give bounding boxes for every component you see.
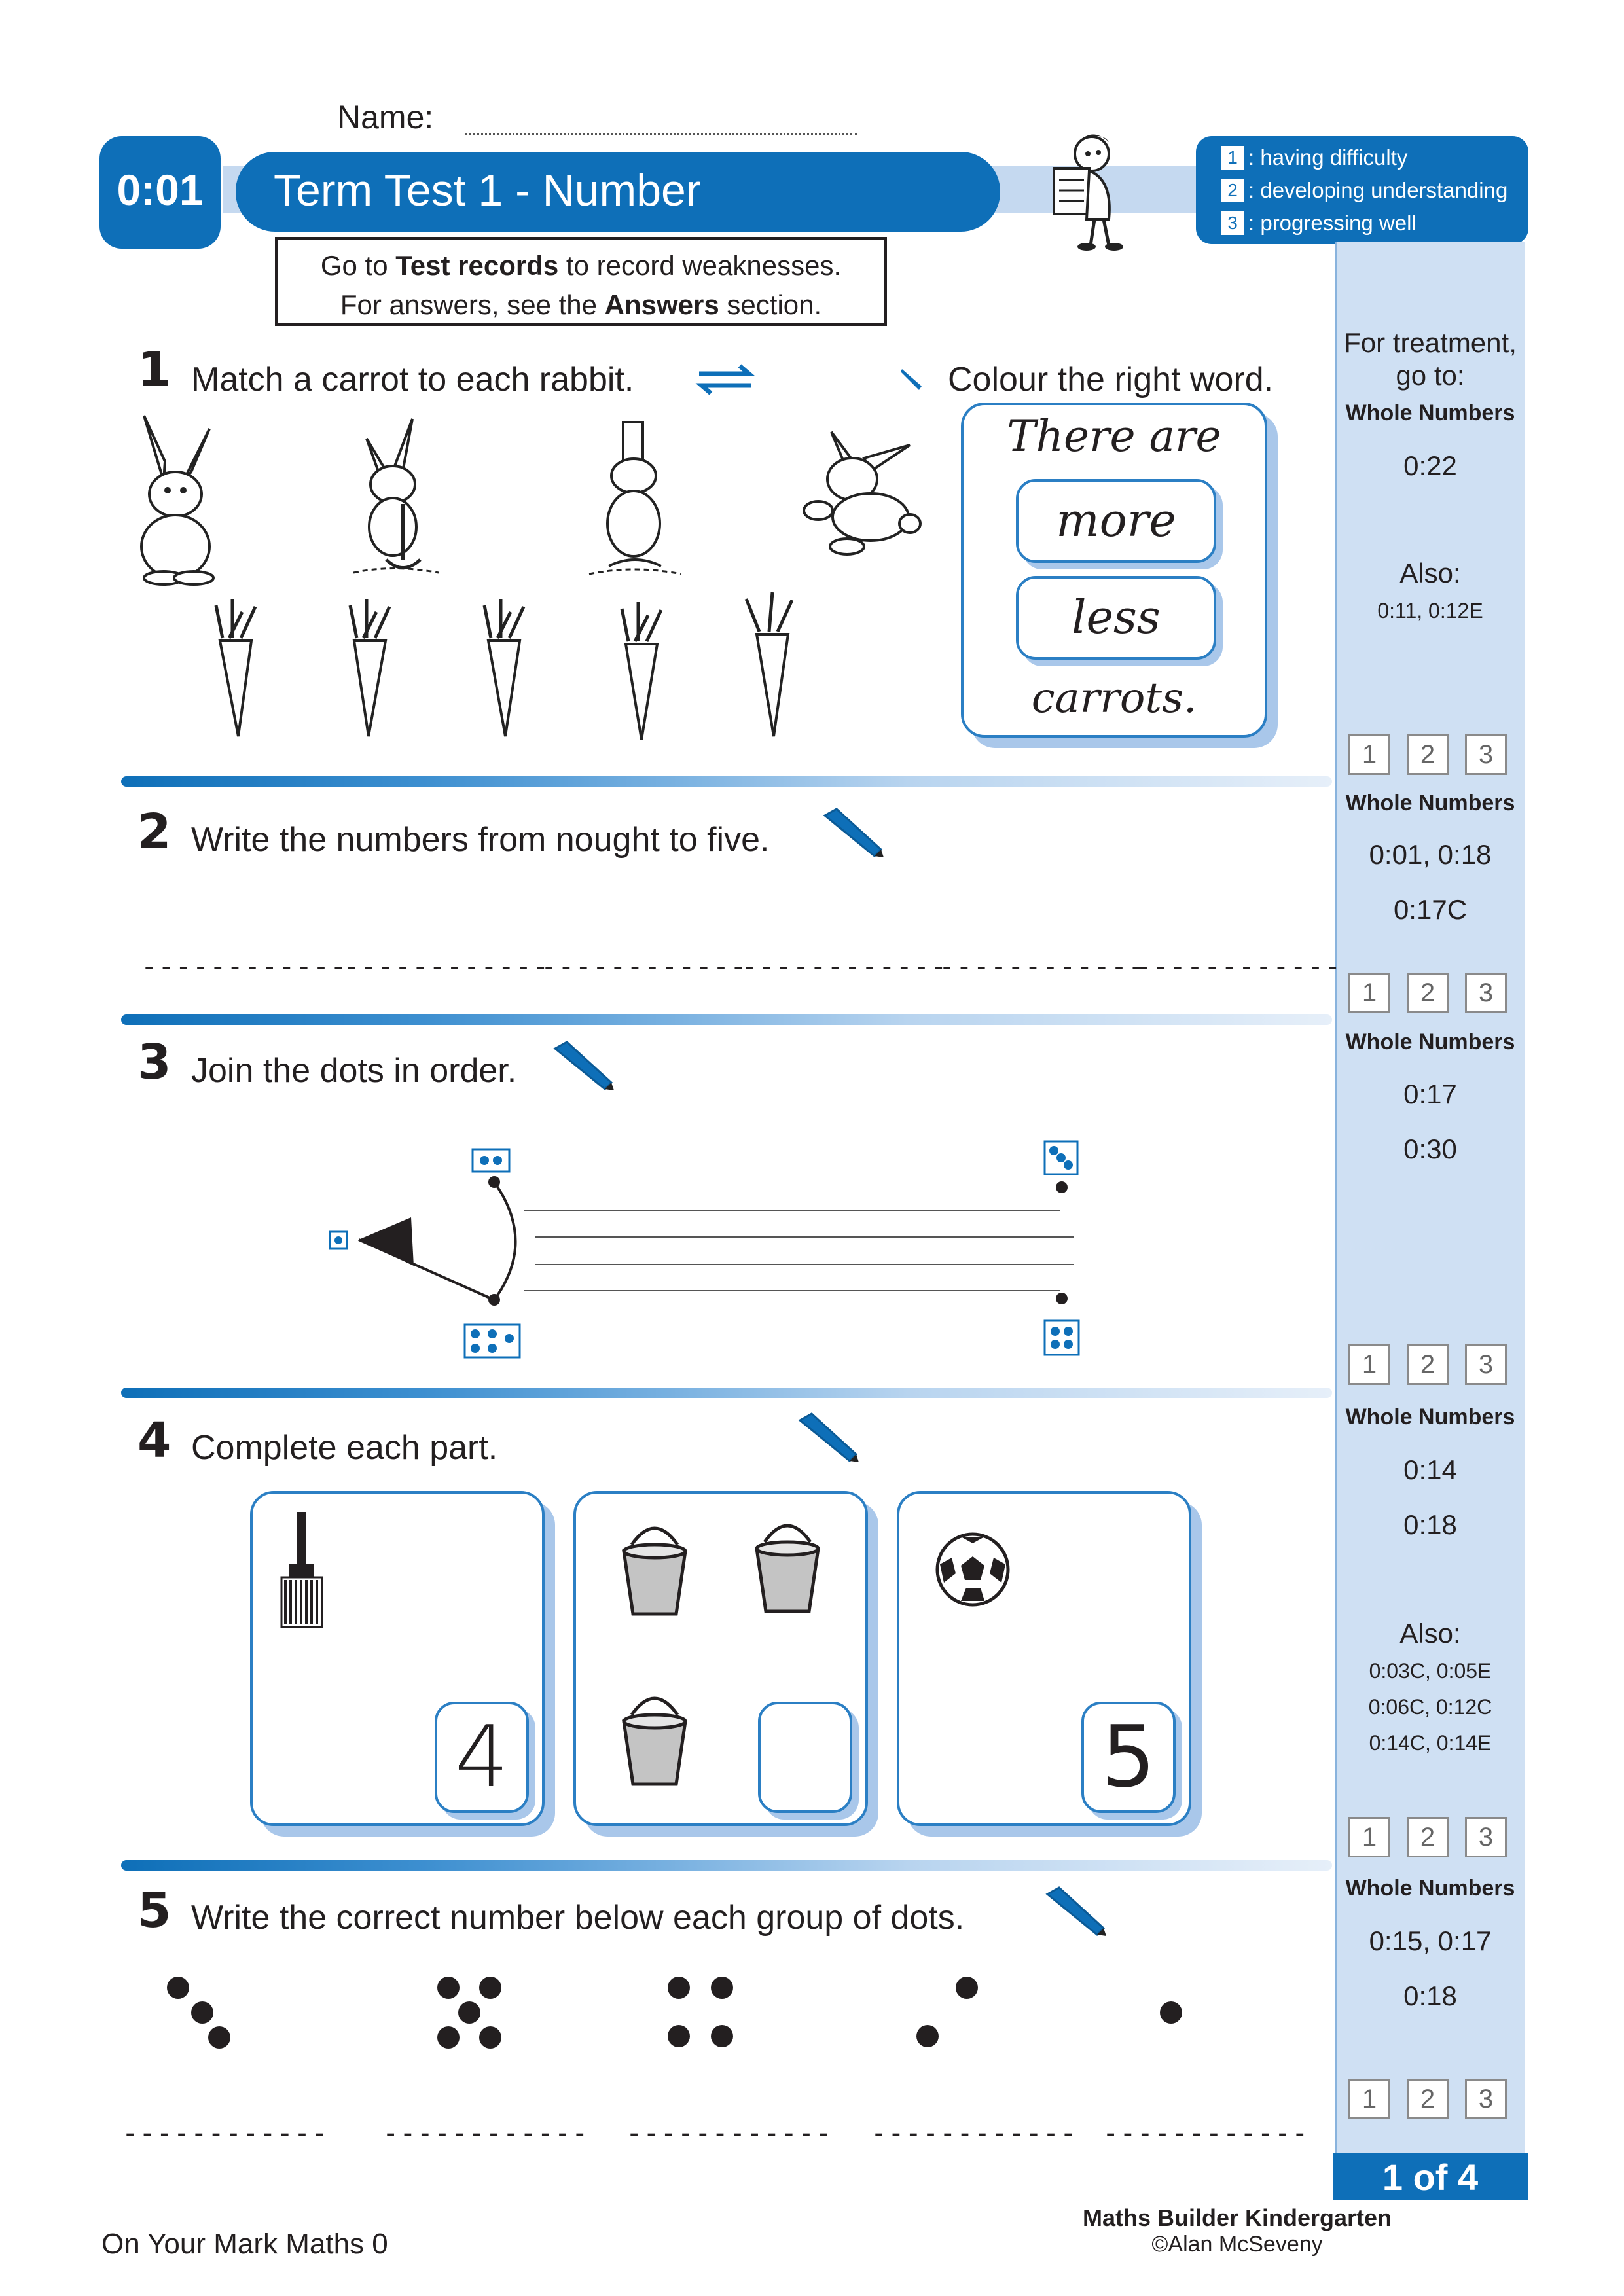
rabbit-illustration-2 bbox=[340, 412, 452, 583]
carrot-illustration-2 bbox=[331, 599, 409, 743]
q5-group-3-dot bbox=[711, 1977, 733, 1999]
carrot-illustration-3 bbox=[465, 599, 543, 743]
q5-group-4-dot bbox=[916, 2025, 939, 2047]
q5-group-3-dot bbox=[711, 2025, 733, 2047]
paintbrush-icon bbox=[275, 1512, 327, 1630]
q4-rating-3[interactable]: 3 bbox=[1465, 1817, 1507, 1857]
q2-answer-blank-1[interactable]: ------------ bbox=[141, 950, 348, 982]
q4-sidebar-also-3: 0:14C, 0:14E bbox=[1369, 1731, 1492, 1755]
q2-answer-blank-5[interactable]: ------------ bbox=[939, 950, 1146, 982]
q3-rating-3[interactable]: 3 bbox=[1465, 1344, 1507, 1385]
join-the-dots-figure bbox=[327, 1139, 1093, 1361]
bucket-icon bbox=[619, 1518, 691, 1617]
q1-colour-text: Colour the right word. bbox=[948, 361, 1274, 399]
q5-rating-1[interactable]: 1 bbox=[1348, 2079, 1390, 2119]
q1-number: 1 bbox=[137, 342, 171, 398]
page-title: Term Test 1 - Number bbox=[274, 166, 701, 215]
q5-text: Write the correct number below each group of dots. bbox=[191, 1899, 965, 1937]
bucket-icon bbox=[619, 1689, 691, 1787]
q2-answer-blank-3[interactable]: ------------ bbox=[541, 950, 748, 982]
test-code: 0:01 bbox=[117, 166, 204, 214]
q4-answer-box-2[interactable] bbox=[758, 1702, 852, 1813]
pencil-icon bbox=[550, 1039, 615, 1092]
q5-group-3-dot bbox=[668, 1977, 690, 1999]
footer-book-title: Maths Builder Kindergarten bbox=[1082, 2204, 1392, 2231]
q1-sidebar-ref: 0:22 bbox=[1403, 450, 1457, 481]
q4-rating-2[interactable]: 2 bbox=[1407, 1817, 1449, 1857]
q5-number: 5 bbox=[137, 1882, 171, 1939]
mascot-illustration bbox=[1041, 128, 1139, 252]
legend-text-3: : progressing well bbox=[1248, 211, 1416, 235]
instructions-line-2: For answers, see the Answers section. bbox=[340, 289, 822, 320]
rabbit-illustration-3 bbox=[583, 416, 687, 583]
q1-sidebar-also-label: Also: bbox=[1399, 558, 1461, 588]
legend-text-1: : having difficulty bbox=[1248, 145, 1408, 170]
crayon-icon bbox=[899, 367, 926, 393]
q5-answer-blank-1[interactable]: ------------ bbox=[122, 2117, 329, 2149]
q2-number: 2 bbox=[137, 804, 171, 860]
swap-arrows-icon bbox=[694, 363, 757, 395]
q5-group-3-dot bbox=[668, 2025, 690, 2047]
bucket-icon bbox=[751, 1516, 823, 1614]
q5-sidebar-ref-1: 0:15, 0:17 bbox=[1369, 1926, 1492, 1956]
q2-sidebar-ref-2: 0:17C bbox=[1393, 894, 1468, 925]
q2-sidebar-ref-1: 0:01, 0:18 bbox=[1369, 839, 1492, 870]
q3-number: 3 bbox=[137, 1034, 171, 1090]
q1-rating-3[interactable]: 3 bbox=[1465, 734, 1507, 775]
q4-answer-box-3[interactable]: 5 bbox=[1081, 1702, 1176, 1813]
q5-answer-blank-3[interactable]: ------------ bbox=[626, 2117, 833, 2149]
pencil-icon bbox=[795, 1411, 860, 1463]
q4-sidebar-also-1: 0:03C, 0:05E bbox=[1369, 1659, 1492, 1683]
section-divider-1 bbox=[121, 776, 1332, 787]
q2-answer-blank-2[interactable]: ------------ bbox=[343, 950, 550, 982]
instructions-line-1: Go to Test records to record weaknesses. bbox=[320, 250, 842, 281]
q4-rating-1[interactable]: 1 bbox=[1348, 1817, 1390, 1857]
page-indicator: 1 of 4 bbox=[1382, 2157, 1479, 2198]
q5-group-2-dot bbox=[479, 1977, 501, 1999]
q1-text: Match a carrot to each rabbit. bbox=[191, 361, 634, 399]
q1-card-bottom-text: carrots. bbox=[1031, 674, 1197, 723]
legend-num-2: 2 bbox=[1221, 179, 1244, 202]
q3-rating-2[interactable]: 2 bbox=[1407, 1344, 1449, 1385]
q1-sidebar-heading: Whole Numbers bbox=[1345, 401, 1515, 425]
q5-group-2-dot bbox=[458, 2001, 480, 2024]
q4-sidebar-ref-2: 0:18 bbox=[1403, 1509, 1457, 1540]
footer-series-title: On Your Mark Maths 0 bbox=[101, 2228, 388, 2260]
q4-sidebar-also-label: Also: bbox=[1399, 1618, 1461, 1649]
q1-rating-1[interactable]: 1 bbox=[1348, 734, 1390, 775]
q5-group-2-dot bbox=[479, 2026, 501, 2049]
carrot-illustration-4 bbox=[602, 602, 681, 746]
q5-sidebar-heading: Whole Numbers bbox=[1345, 1876, 1515, 1901]
q2-answer-blank-4[interactable]: ------------ bbox=[741, 950, 948, 982]
q1-rating-2[interactable]: 2 bbox=[1407, 734, 1449, 775]
legend-text-2: : developing understanding bbox=[1248, 178, 1508, 202]
q5-answer-blank-4[interactable]: ------------ bbox=[871, 2117, 1077, 2149]
q2-rating-1[interactable]: 1 bbox=[1348, 973, 1390, 1013]
pencil-icon bbox=[820, 806, 885, 859]
q3-sidebar-ref-1: 0:17 bbox=[1403, 1079, 1457, 1109]
q5-rating-3[interactable]: 3 bbox=[1465, 2079, 1507, 2119]
soccer-ball-icon bbox=[935, 1532, 1011, 1607]
section-divider-4 bbox=[121, 1860, 1332, 1871]
q3-rating-1[interactable]: 1 bbox=[1348, 1344, 1390, 1385]
option-more[interactable]: more bbox=[1016, 479, 1216, 563]
rabbit-illustration-1 bbox=[118, 409, 229, 586]
q2-text: Write the numbers from nought to five. bbox=[191, 821, 770, 859]
instructions-box bbox=[275, 237, 887, 326]
q2-answer-blank-6[interactable]: ------------ bbox=[1135, 950, 1342, 982]
q5-group-1-dot bbox=[167, 1977, 189, 1999]
q3-text: Join the dots in order. bbox=[191, 1052, 517, 1090]
sidebar-panel bbox=[1335, 242, 1525, 2199]
q5-group-1-dot bbox=[191, 2001, 213, 2024]
q5-group-4-dot bbox=[956, 1977, 978, 1999]
q4-text: Complete each part. bbox=[191, 1429, 498, 1467]
legend-num-3: 3 bbox=[1221, 211, 1244, 235]
treatment-label-2: go to: bbox=[1396, 360, 1465, 391]
q5-answer-blank-2[interactable]: ------------ bbox=[382, 2117, 589, 2149]
carrot-illustration-5 bbox=[733, 592, 812, 743]
q4-answer-box-1[interactable]: 4 bbox=[435, 1702, 529, 1813]
legend-row-1 bbox=[1221, 145, 1407, 170]
q3-sidebar-ref-2: 0:30 bbox=[1403, 1134, 1457, 1164]
q3-sidebar-heading: Whole Numbers bbox=[1345, 1030, 1515, 1054]
option-less[interactable]: less bbox=[1016, 576, 1216, 660]
q5-rating-2[interactable]: 2 bbox=[1407, 2079, 1449, 2119]
q5-group-2-dot bbox=[437, 1977, 460, 1999]
q2-rating-2[interactable]: 2 bbox=[1407, 973, 1449, 1013]
pencil-icon bbox=[1042, 1885, 1108, 1937]
q5-sidebar-ref-2: 0:18 bbox=[1403, 1981, 1457, 2011]
q5-answer-blank-5[interactable]: ------------ bbox=[1102, 2117, 1309, 2149]
q1-sidebar-also: 0:11, 0:12E bbox=[1377, 599, 1483, 622]
q4-sidebar-heading: Whole Numbers bbox=[1345, 1405, 1515, 1429]
footer-copyright: ©Alan McSeveny bbox=[1151, 2232, 1323, 2257]
name-field[interactable] bbox=[465, 128, 857, 135]
q4-number: 4 bbox=[137, 1412, 171, 1469]
q2-rating-3[interactable]: 3 bbox=[1465, 973, 1507, 1013]
q5-group-5-dot bbox=[1160, 2001, 1182, 2024]
rabbit-illustration-4 bbox=[792, 425, 929, 563]
q1-card-top-text: There are bbox=[1007, 411, 1221, 461]
section-divider-3 bbox=[121, 1388, 1332, 1398]
legend-row-3 bbox=[1221, 211, 1416, 236]
legend-row-2 bbox=[1221, 178, 1507, 203]
q2-sidebar-heading: Whole Numbers bbox=[1345, 791, 1515, 816]
carrot-illustration-1 bbox=[196, 599, 275, 743]
treatment-label-1: For treatment, bbox=[1344, 327, 1517, 358]
q5-group-2-dot bbox=[437, 2026, 460, 2049]
legend-num-1: 1 bbox=[1221, 146, 1244, 170]
q4-sidebar-also-2: 0:06C, 0:12C bbox=[1368, 1695, 1492, 1719]
q4-sidebar-ref-1: 0:14 bbox=[1403, 1454, 1457, 1485]
name-label: Name: bbox=[337, 99, 434, 135]
section-divider-2 bbox=[121, 1014, 1332, 1025]
q5-group-1-dot bbox=[208, 2026, 230, 2049]
